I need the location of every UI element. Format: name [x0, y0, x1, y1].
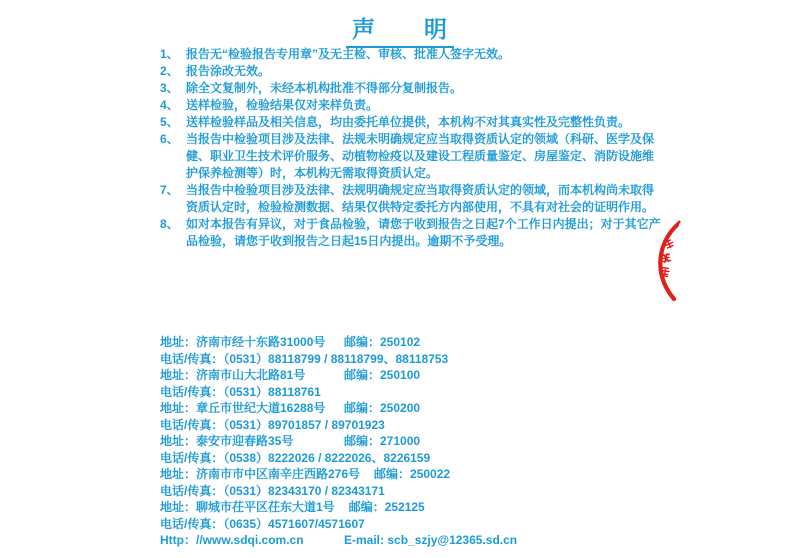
contact-text: 地址：济南市山大北路81号 [160, 368, 306, 382]
contact-line [160, 417, 720, 434]
statement-number: 8、 [160, 217, 179, 231]
statement-text: 除全文复制外，未经本机构批准不得部分复制报告。 [186, 81, 463, 95]
red-seal-partial [644, 218, 696, 304]
statement-text: 当报告中检验项目涉及法律、法规未明确规定应当取得资质认定的领域（科研、医学及保健、职业卫生技术评价服务、动植物检疫以及建设工程质量鉴定、房屋鉴定、消防设施维护保养检测等）时，本机构无需取得资质认定。 [186, 132, 655, 180]
statement-item [160, 97, 664, 114]
postal-code: 邮编：271000 [344, 434, 421, 448]
statement-item [160, 114, 664, 131]
contact-line [160, 334, 720, 351]
contact-line [160, 499, 720, 516]
contact-text: 地址：济南市市中区南辛庄西路276号 [160, 467, 361, 481]
contact-line [160, 466, 720, 483]
statement-item [160, 131, 664, 182]
statement-item [160, 46, 664, 63]
contact-text: 地址：泰安市迎春路35号 [160, 434, 294, 448]
statement-text: 报告涂改无效。 [186, 64, 271, 78]
statement-text: 当报告中检验项目涉及法律、法规明确规定应当取得资质认定的领域，而本机构尚未取得资质认定时，检验检测数据、结果仅供特定委托方内部使用，不具有对社会的证明作用。 [186, 183, 655, 214]
statement-text: 送样检验，检验结果仅对来样负责。 [186, 98, 379, 112]
statement-item [160, 63, 664, 80]
statement-item [160, 216, 664, 250]
website-url: Http：//www.sdqi.com.cn [160, 533, 304, 547]
contact-text: 地址：章丘市世纪大道16288号 [160, 401, 326, 415]
contact-line [160, 516, 720, 533]
postal-code: 邮编：250102 [344, 335, 421, 349]
contact-block [160, 334, 720, 532]
statement-item [160, 80, 664, 97]
contact-line [160, 433, 720, 450]
statement-number: 7、 [160, 183, 179, 197]
page-title: 声 明 [346, 11, 454, 48]
contact-text: 地址：济南市经十东路31000号 [160, 335, 326, 349]
contact-text: 电话/传真：（0635）4571607/4571607 [160, 516, 365, 531]
email-address: E-mail: scb_szjy@12365.sd.cn [344, 533, 518, 547]
postal-code: 邮编：250100 [344, 368, 421, 382]
contact-line [160, 400, 720, 417]
statement-number: 5、 [160, 115, 179, 129]
contact-text: 电话/传真：（0531）82343170 / 82343171 [160, 483, 385, 498]
contact-line [160, 384, 720, 401]
postal-code: 邮编：250200 [344, 401, 421, 415]
contact-line [160, 450, 720, 467]
contact-line [160, 483, 720, 500]
statement-text: 如对本报告有异议，对于食品检验，请您于收到报告之日起7个工作日内提出；对于其它产品检验，请您于收到报告之日起15日内提出。逾期不予受理。 [186, 217, 661, 248]
statement-number: 3、 [160, 81, 179, 95]
postal-code: 邮编：252125 [348, 500, 425, 514]
contact-text: 地址：聊城市茌平区茌东大道1号 [160, 500, 335, 514]
footer-links [160, 531, 517, 548]
statement-text: 送样检验样品及相关信息，均由委托单位提供，本机构不对其真实性及完整性负责。 [186, 115, 631, 129]
statement-number: 4、 [160, 98, 179, 112]
contact-text: 电话/传真：（0531）88118761 [160, 384, 321, 399]
page-title-row [0, 11, 800, 48]
statement-number: 2、 [160, 64, 179, 78]
statement-list [160, 46, 664, 250]
statement-number: 1、 [160, 47, 179, 61]
contact-line [160, 367, 720, 384]
statement-text: 报告无“检验报告专用章”及无主检、审核、批准人签字无效。 [186, 47, 511, 61]
postal-code: 邮编：250022 [374, 467, 451, 481]
contact-text: 电话/传真：（0531）88118799 / 88118799、88118753 [160, 351, 449, 366]
contact-text: 电话/传真：（0531）89701857 / 89701923 [160, 417, 385, 432]
statement-item [160, 182, 664, 216]
statement-number: 6、 [160, 132, 179, 146]
contact-text: 电话/传真：（0538）8222026 / 8222026、8226159 [160, 450, 431, 465]
contact-line [160, 351, 720, 368]
